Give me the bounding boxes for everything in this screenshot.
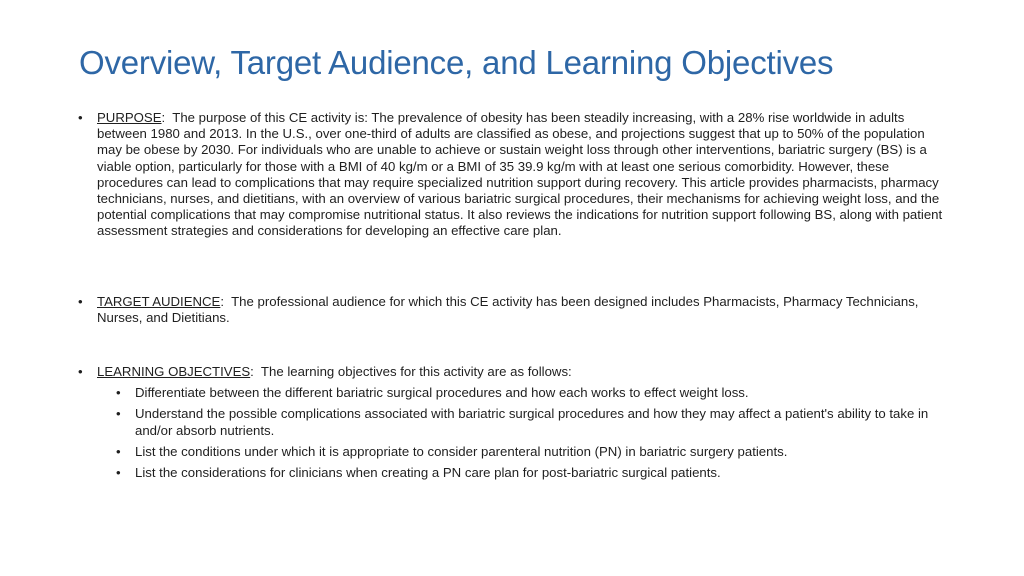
- slide-body: [78, 110, 948, 481]
- purpose-bullet: [78, 110, 948, 240]
- slide-title: Overview, Target Audience, and Learning Objectives: [79, 44, 834, 81]
- bullet-dot: •: [78, 364, 83, 379]
- bullet-dot: •: [116, 465, 121, 481]
- learning-objectives-bullet: [78, 364, 967, 486]
- target-audience-heading: TARGET AUDIENCE: [97, 294, 221, 309]
- purpose-text: The purpose of this CE activity is: The prevalence of obesity has been steadily increasing, with a 28% rise worldwide in adults between 1980 and 2013. In the U.S., over one-third of adults are classified as obese, and projections suggest that up to 50% of the population may be obese by 2030. For individuals who are unable to achieve or sustain weight loss through other interventions, bariatric surgery (BS) is a viable option, particularly for those with a BMI of 40 kg/m or a BMI of 35 39.9 kg/m with at least one serious comorbidity. However, these procedures can lead to complications that may require specialized nutrition support during recovery. This article provides pharmacists, pharmacy technicians, nurses, and dietitians, with an overview of various bariatric surgical procedures, their mechanisms for achieving weight loss, and the potential complications that may compromise nutritional status. It also reviews the indications for nutrition support following BS, along with patient assessment strategies and considerations for developing an effective care plan.: [97, 110, 946, 239]
- bullet-dot: •: [78, 294, 83, 309]
- purpose-heading: PURPOSE: [97, 110, 162, 125]
- list-item: [116, 465, 967, 481]
- learning-objectives-sep: :: [250, 364, 254, 379]
- target-audience-text: The professional audience for which this CE activity has been designed includes Pharmacists, Pharmacy Technicians, Nurses, and Dietitians.: [97, 294, 923, 326]
- list-item: [116, 406, 967, 438]
- target-audience-bullet: [78, 294, 967, 326]
- objective-text: Understand the possible complications associated with bariatric surgical procedures and how they may affect a patient's ability to take in and/or absorb nutrients.: [135, 406, 929, 438]
- objective-text: List the conditions under which it is appropriate to consider parenteral nutrition (PN) in bariatric surgery patients.: [135, 443, 788, 459]
- bullet-dot: •: [78, 110, 83, 125]
- learning-objectives-heading: LEARNING OBJECTIVES: [97, 364, 251, 379]
- learning-objectives-text: The learning objectives for this activity are as follows:: [253, 364, 572, 379]
- bullet-dot: •: [116, 385, 121, 401]
- objective-text: Differentiate between the different bariatric surgical procedures and how each works to effect weight loss.: [135, 385, 749, 401]
- target-audience-sep: :: [220, 294, 225, 309]
- purpose-sep: :: [161, 110, 166, 125]
- list-item: [116, 444, 967, 460]
- objectives-list: [116, 385, 967, 481]
- bullet-dot: •: [116, 443, 121, 459]
- bullet-dot: •: [116, 406, 121, 422]
- objective-text: List the considerations for clinicians when creating a PN care plan for post-bariatric surgical patients.: [135, 465, 721, 481]
- list-item: [116, 385, 967, 401]
